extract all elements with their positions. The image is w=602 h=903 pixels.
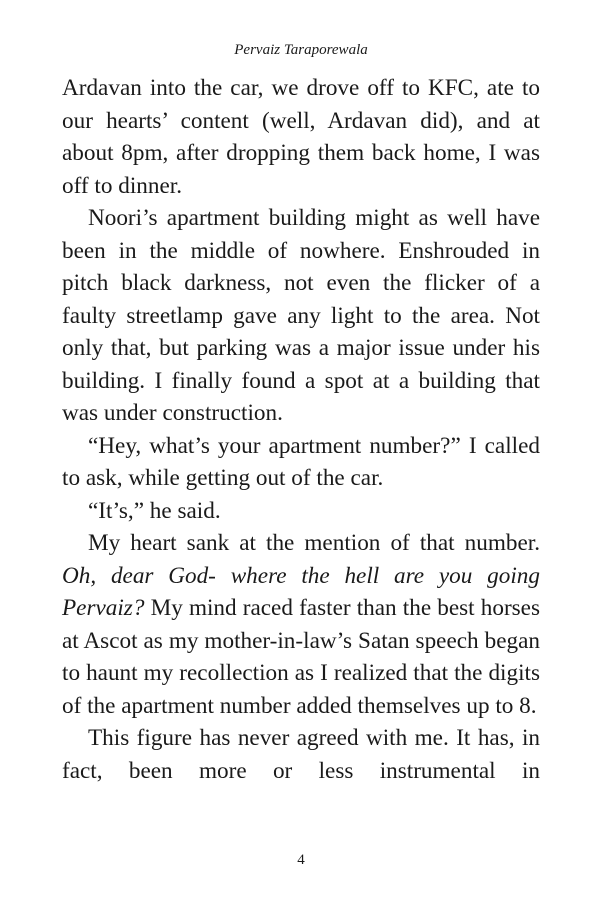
paragraph-3: “Hey, what’s your apartment number?” I called to ask, while getting out of the car. [62,432,540,491]
page-number: 4 [297,852,305,868]
paragraph-1: Ardavan into the car, we drove off to KFC, ate to our hearts’ content (well, Ardavan did), and at about 8pm, after dropping them back home, I was off to dinner. [62,75,540,199]
paragraph-4: “It’s,” he said. [88,497,221,524]
paragraph-5-end: My mind raced faster than the best horses at Ascot as my mother-in-law’s Satan speech began to haunt my recollection as I realized that the digits of the apartment number added themselves up to 8. [62,595,541,719]
paragraph-5 [62,527,540,722]
paragraph-5-italic-thought: Oh, dear God- where the hell are you going Pervaiz? [62,562,540,621]
running-header-author: Pervaiz Taraporewala [234,42,368,58]
paragraph-5-start: My heart sank at the mention of that number. [88,530,540,556]
body-text [62,72,540,787]
paragraph-6: This figure has never agreed with me. It has, in fact, been more or less instrumental in [62,725,540,784]
paragraph-2: Noori’s apartment building might as well have been in the middle of nowhere. Enshrouded in pitch black darkness, not even the flicker of a faulty streetlamp gave any light to the area. Not only that, but parking was a major issue under his building. I finally found a spot at a building that was under construction. [62,205,540,426]
